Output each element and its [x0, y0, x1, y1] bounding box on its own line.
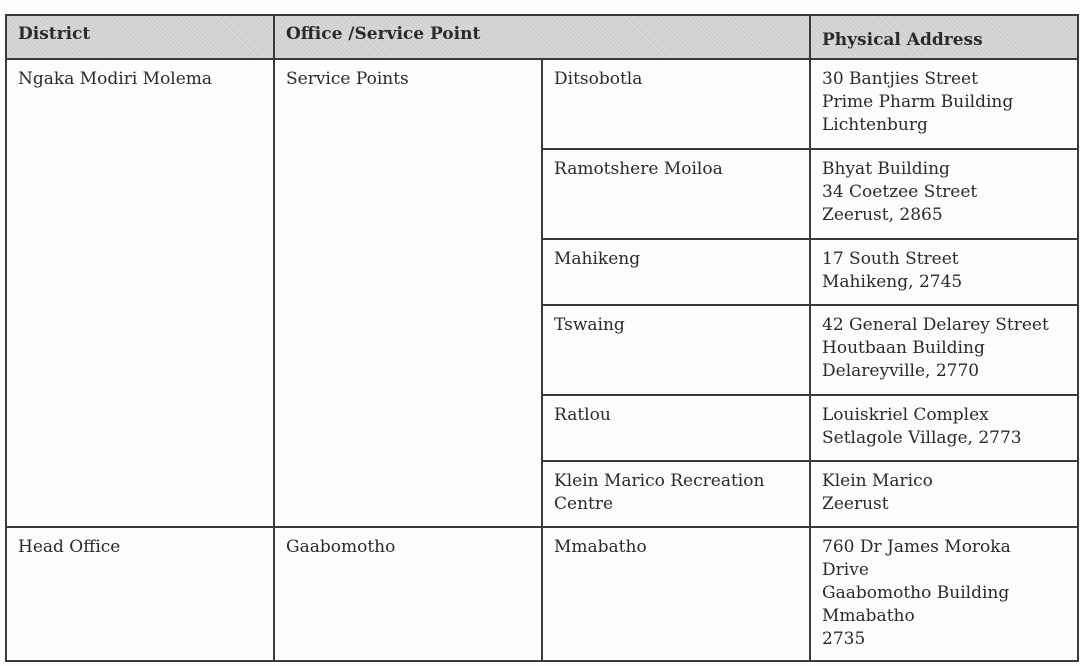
header-row: [6, 15, 1078, 59]
address-cell: 42 General Delarey Street Houtbaan Building Delareyville, 2770: [810, 305, 1078, 395]
table-row: [6, 527, 1078, 661]
district-cell: Head Office: [6, 527, 274, 661]
address-cell: 760 Dr James Moroka Drive Gaabomotho Building Mmabatho 2735: [810, 527, 1078, 661]
address-cell: Klein Marico Zeerust: [810, 461, 1078, 527]
office-cell: Gaabomotho: [274, 527, 542, 661]
address-cell: 30 Bantjies Street Prime Pharm Building Lichtenburg: [810, 59, 1078, 149]
address-cell: 17 South Street Mahikeng, 2745: [810, 239, 1078, 305]
header-district: District: [6, 15, 274, 59]
service-point-cell: Klein Marico Recreation Centre: [542, 461, 810, 527]
service-point-cell: Ramotshere Moiloa: [542, 149, 810, 239]
table-row: [6, 59, 1078, 149]
header-office: Office /Service Point: [274, 15, 810, 59]
office-cell: Service Points: [274, 59, 542, 527]
service-point-cell: Mmabatho: [542, 527, 810, 661]
service-point-cell: Tswaing: [542, 305, 810, 395]
service-point-cell: Ditsobotla: [542, 59, 810, 149]
service-point-cell: Mahikeng: [542, 239, 810, 305]
service-point-cell: Ratlou: [542, 395, 810, 461]
address-cell: Louiskriel Complex Setlagole Village, 2773: [810, 395, 1078, 461]
district-cell: Ngaka Modiri Molema: [6, 59, 274, 527]
offices-table: [5, 14, 1079, 662]
header-address: Physical Address: [810, 15, 1078, 59]
address-cell: Bhyat Building 34 Coetzee Street Zeerust, 2865: [810, 149, 1078, 239]
